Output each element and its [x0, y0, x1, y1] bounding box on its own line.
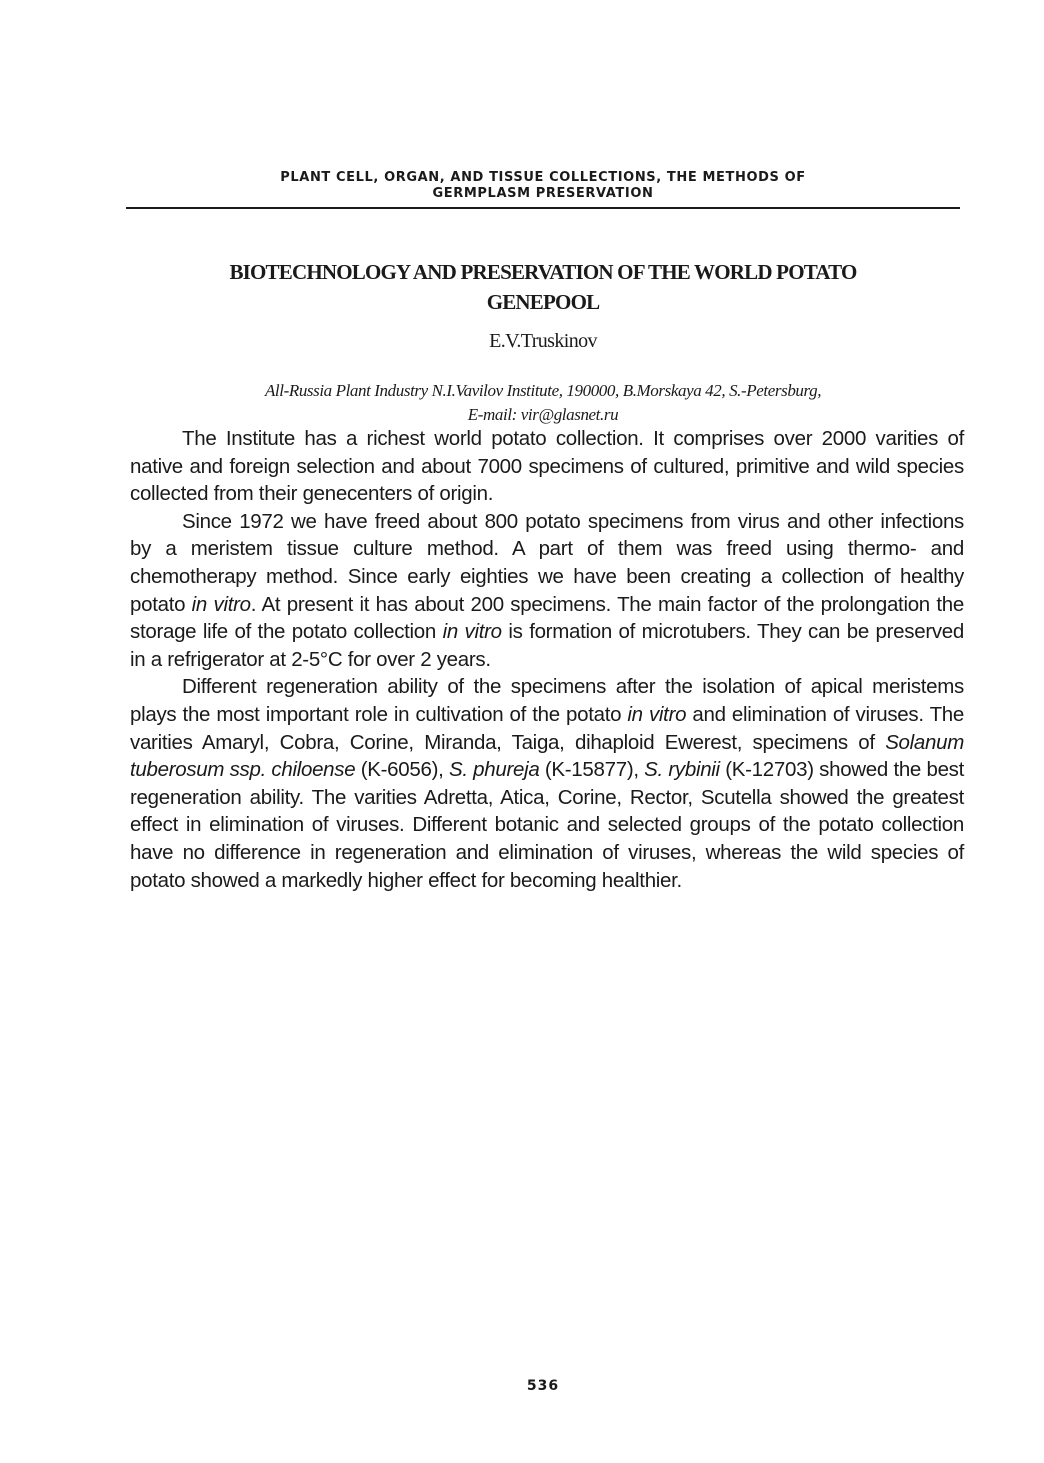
paragraph-3-text-4: (K-15877),	[539, 758, 645, 782]
paragraph-1-text: The Institute has a richest world potato collection. It comprises over 2000 varities of native and foreign selection and about 7000 specimens of cultured, primitive and wild species collected from their genecenters of origin.	[130, 427, 964, 506]
paragraph-3-italic-3: S. phureja	[448, 758, 540, 782]
running-header-line-2: GERMPLASM PRESERVATION	[432, 186, 654, 201]
page-number: 536	[526, 1378, 560, 1394]
running-header-line-1: PLANT CELL, ORGAN, AND TISSUE COLLECTIONS, THE METHODS OF	[280, 170, 806, 185]
paragraph-3-text-5: (K-12703) showed the best regeneration ability. The varities Adretta, Atica, Corine, Rector, Scutella showed the greatest effect in elimination of viruses. Different botanic and selected groups of the potato collection have no difference in regeneration and elimination of viruses, whereas the wild species of potato showed a markedly higher effect for becoming healthier.	[130, 758, 965, 892]
paragraph-3-text-3: (K-6056),	[355, 758, 449, 782]
affiliation-address: All-Russia Plant Industry N.I.Vavilov Institute, 190000, B.Morskaya 42, S.-Petersburg,	[264, 381, 822, 400]
paragraph-2	[130, 508, 964, 674]
paragraph-2-italic-1: in vitro	[191, 592, 251, 616]
paragraph-3-italic-1: in vitro	[627, 702, 687, 726]
running-header	[126, 170, 960, 202]
paragraph-1	[130, 425, 964, 508]
article-title-line-1: BIOTECHNOLOGY AND PRESERVATION OF THE WORLD POTATO	[229, 260, 857, 284]
article-author: E.V.Truskinov	[489, 330, 597, 352]
author-affiliation	[126, 379, 960, 427]
article-title	[126, 257, 960, 317]
paragraph-3-text-2: and elimination of viruses. The varities Amaryl, Cobra, Corine, Miranda, Taiga, dihaploid Ewerest, specimens of	[130, 702, 964, 754]
header-rule	[126, 207, 960, 209]
paragraph-3	[130, 673, 964, 894]
paragraph-2-text-2: . At present it has about 200 specimens. The main factor of the prolongation the storage life of the potato collection	[130, 592, 964, 644]
affiliation-email: E-mail: vir@glasnet.ru	[467, 405, 619, 424]
article-body	[130, 425, 964, 894]
paragraph-3-italic-4: S. rybinii	[644, 758, 720, 782]
paragraph-2-italic-2: in vitro	[442, 620, 502, 644]
paragraph-2-text-3: is formation of microtubers. They can be preserved in a refrigerator at 2-5°C for over 2 years.	[130, 620, 964, 671]
paragraph-2-text-1: Since 1972 we have freed about 800 potato specimens from virus and other infections by a meristem tissue culture method. A part of them was freed using thermo- and chemotherapy method. Since early eighties we have been creating a collection of healthy potato	[130, 509, 964, 616]
article-title-line-2: GENEPOOL	[486, 290, 600, 314]
paragraph-3-italic-2: Solanum tuberosum ssp. chiloense	[130, 730, 964, 782]
paragraph-3-text-1: Different regeneration ability of the specimens after the isolation of apical meristems plays the most important role in cultivation of the potato	[130, 675, 964, 726]
